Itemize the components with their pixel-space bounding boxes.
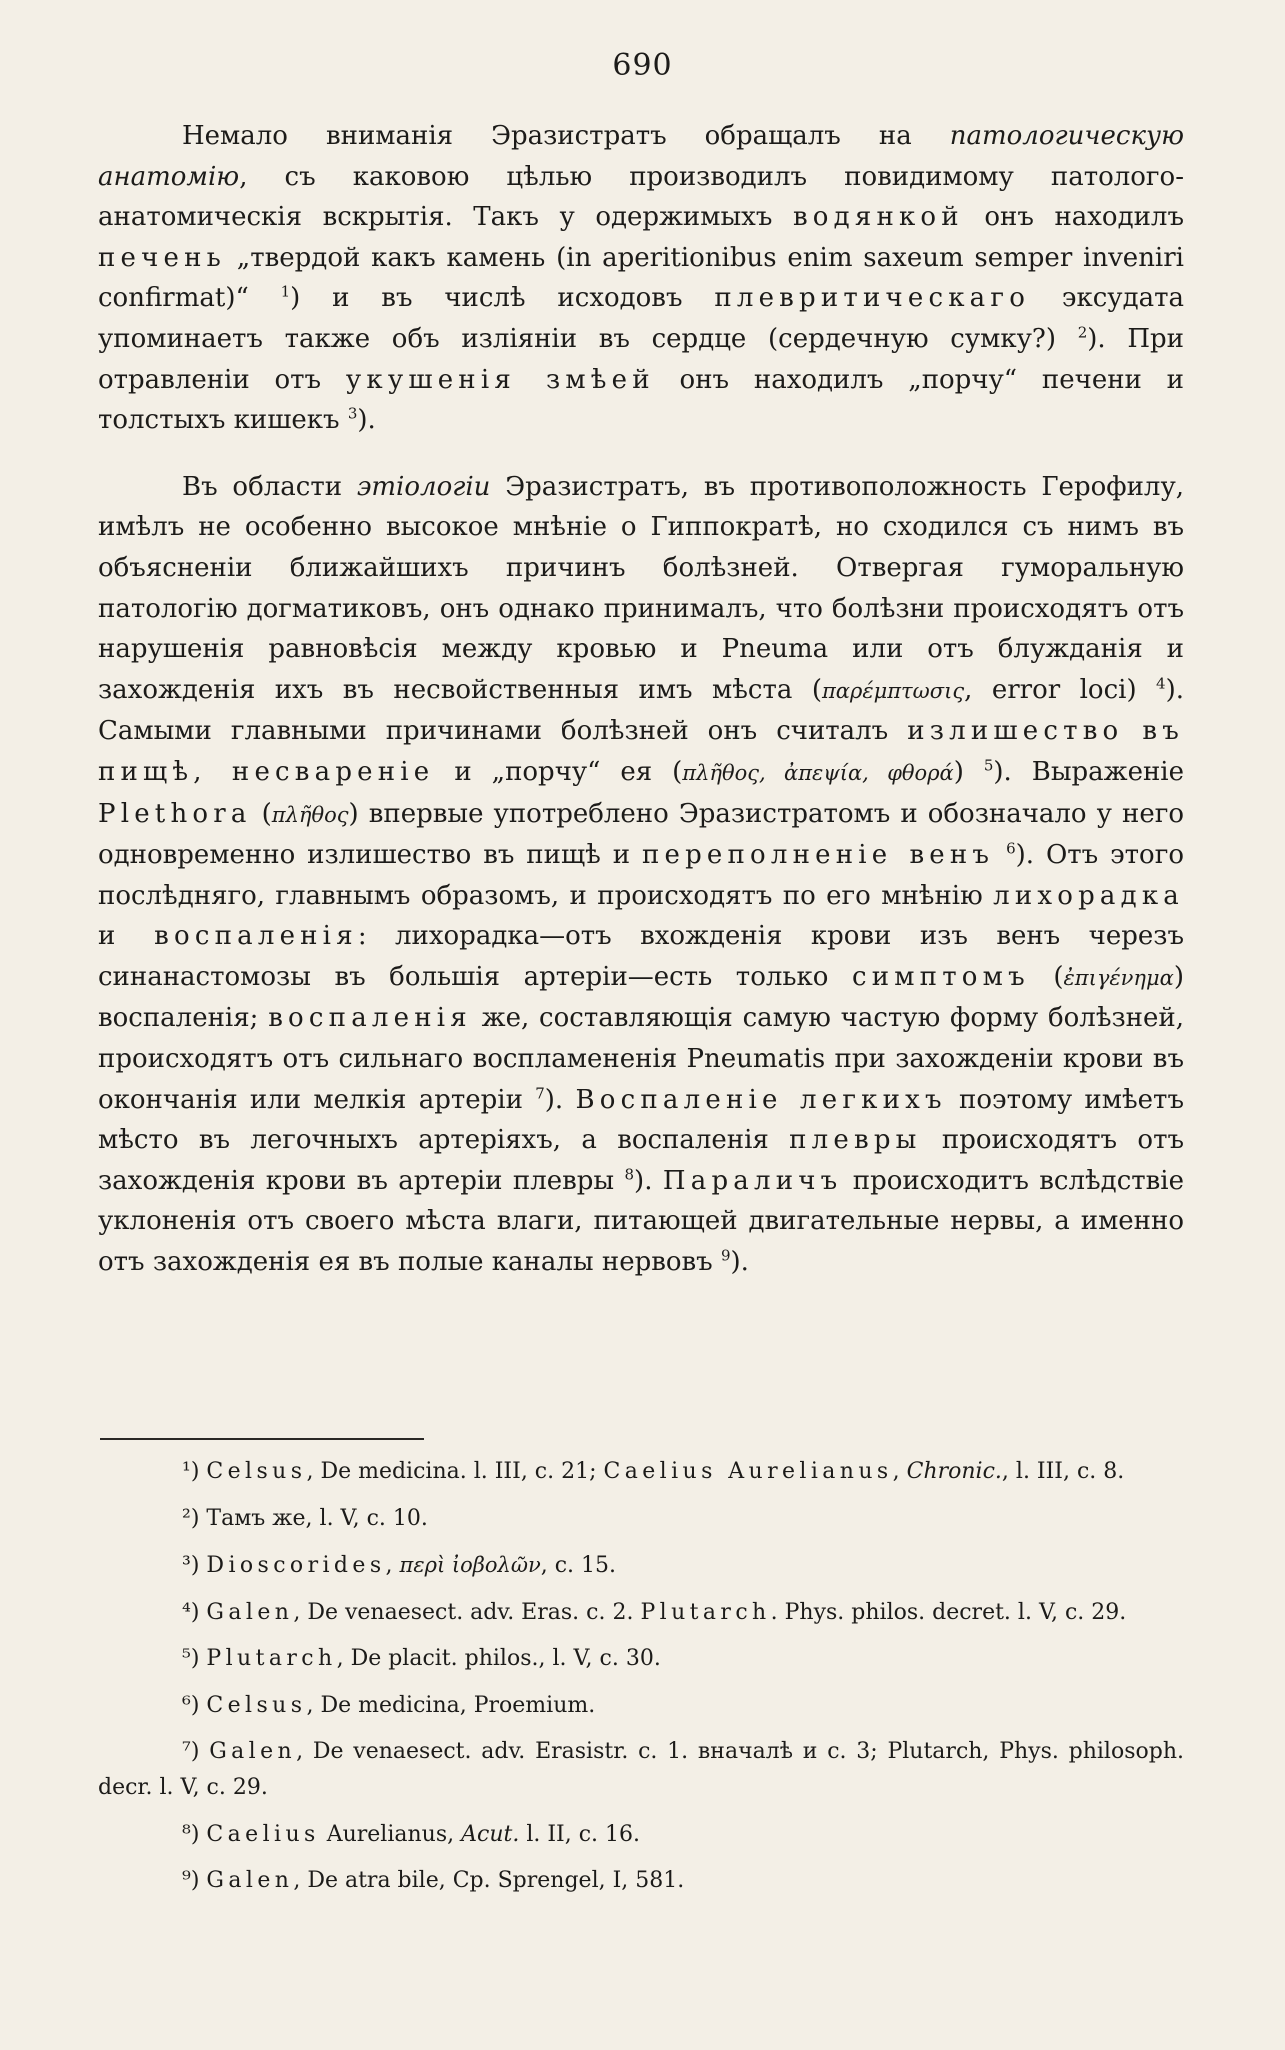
- text-run: , De venaesect. adv. Erasistr. c. 1. вначалѣ и c. 3; Plutarch, Phys. philosoph. decr. l. V, c. 29.: [98, 1739, 1184, 1800]
- text-run: , De venaesect. adv. Eras. c. 2.: [293, 1599, 641, 1625]
- footnote-marker: ³): [182, 1553, 200, 1578]
- author-name: Celsus: [206, 1692, 307, 1718]
- text-run: [1123, 716, 1142, 746]
- emphasis-spaced: водянкой: [792, 202, 964, 233]
- author-name: Caelius Aurelianus: [603, 1459, 893, 1484]
- footnote-9: [98, 1853, 1184, 1900]
- footnote-marker: ⁷): [182, 1739, 200, 1764]
- paragraph-etiology: [98, 467, 1184, 1283]
- text-run: [199, 1739, 209, 1764]
- greek-term: περὶ ἰοβολῶν: [399, 1553, 541, 1577]
- emphasis-spaced: Воспаленіе легкихъ: [575, 1084, 947, 1115]
- text-run: ): [953, 756, 984, 787]
- emphasis-spaced: плевры: [789, 1125, 922, 1156]
- footnote-marker: ⁶): [182, 1692, 200, 1718]
- footnote-marker: ⁹): [182, 1868, 200, 1893]
- footnote-8: [98, 1806, 1184, 1853]
- footnote-marker: ²): [182, 1505, 200, 1531]
- text-run: (: [1029, 961, 1064, 992]
- footnote-3: [98, 1537, 1184, 1585]
- text-run: ).: [634, 1165, 663, 1196]
- footnote-ref: 2: [1077, 323, 1088, 342]
- emphasis-spaced: печень: [98, 242, 226, 273]
- text-run: (: [251, 798, 272, 829]
- author-name: Caelius: [206, 1821, 320, 1847]
- greek-term: ἐπιγένημα: [1063, 965, 1174, 990]
- work-title: Chronic.: [906, 1459, 1002, 1484]
- emphasis-spaced: переполненіе венъ: [641, 840, 995, 871]
- text-run: ). Выраженіе: [993, 756, 1185, 787]
- footnote-ref: 8: [624, 1165, 635, 1184]
- text-run: ,: [385, 1553, 400, 1578]
- footnote-7: [98, 1724, 1184, 1807]
- text-run: и „порчу“ ея (: [434, 756, 683, 787]
- footnote-marker: ⁵): [182, 1646, 200, 1671]
- text-run: ,: [892, 1459, 907, 1484]
- paragraph-pathological-anatomy: [98, 116, 1184, 441]
- text-run: Немало вниманія Эразистратъ обращалъ на: [182, 121, 950, 151]
- text-run: : лихорадка—отъ вхожденія крови изъ венъ черезъ синанастомозы въ большія артеріи—есть только: [98, 921, 1184, 992]
- author-name: Plutarch: [640, 1599, 771, 1625]
- text-run: же, составляющія самую частую форму болѣзней, происходятъ отъ сильнаго воспламененія Pneumatis при захожденіи крови въ окончанія или мелкія артеріи: [98, 1003, 1184, 1115]
- text-run: Aurelianus,: [319, 1821, 462, 1847]
- emphasis-spaced: воспаленія: [268, 1003, 472, 1034]
- footnote-ref: 5: [983, 756, 994, 775]
- author-name: Celsus: [206, 1459, 307, 1484]
- text-run: , De atra bile, Cp. Sprengel, I, 581.: [293, 1868, 685, 1893]
- text-run: ) впервые употреблено Эразистратомъ и обозначало у него одновременно излишество въ пищѣ и: [98, 798, 1184, 871]
- footnote-ref: 9: [720, 1246, 731, 1265]
- text-run: ).: [730, 1247, 749, 1278]
- author-name: Galen: [206, 1868, 294, 1893]
- footnote-marker: ⁴): [182, 1599, 200, 1625]
- text-run: онъ находилъ „порчу“ печени и толстыхъ кишекъ: [98, 364, 1184, 436]
- emphasis-spaced: симптомъ: [851, 961, 1030, 992]
- footnote-5: [98, 1631, 1184, 1678]
- text-run: Тамъ же, l. V, c. 10.: [199, 1505, 428, 1531]
- text-run: ).: [544, 1084, 576, 1115]
- footnote-ref: 3: [347, 404, 358, 423]
- footnote-marker: ¹): [182, 1459, 200, 1484]
- text-run: онъ находилъ: [963, 202, 1184, 233]
- text-run: поэтому имѣетъ мѣсто въ легочныхъ артеріяхъ, а воспаленія: [98, 1084, 1184, 1156]
- emphasis-spaced: въ пищѣ, несвареніе: [98, 716, 1184, 787]
- footnote-ref: 6: [1006, 839, 1016, 858]
- text-run: ).: [357, 405, 376, 436]
- emphasis-italic: патологическую анатомію: [98, 121, 1184, 192]
- greek-term: πλῆθος, ἀπεψία, φθορά: [682, 760, 954, 785]
- author-name: Plutarch: [206, 1646, 337, 1671]
- text-run: „твердой какъ камень (in aperitionibus enim saxeum semper inveniri confirmat)“: [98, 242, 1184, 314]
- text-run: , c. 15.: [540, 1553, 616, 1578]
- text-run: , De medicina, Proemium.: [306, 1692, 596, 1718]
- page-number: 690: [612, 48, 673, 83]
- footnote-1: [98, 1438, 1184, 1490]
- emphasis-italic: этіологіи: [356, 471, 491, 502]
- paragraph-gap: [98, 441, 1184, 467]
- text-run: ). При отравленіи отъ: [98, 323, 1184, 395]
- footnote-2: [98, 1490, 1184, 1537]
- footnotes: [98, 1438, 1184, 1899]
- footnote-ref: 7: [535, 1084, 545, 1102]
- emphasis-spaced: Plethora: [98, 798, 252, 829]
- text-run: . Phys. philos. decret. l. V, c. 29.: [770, 1599, 1127, 1625]
- text-run: , съ каковою цѣлью производилъ повидимому патолого-анатомическія вскрытія. Такъ у одержимыхъ: [98, 161, 1184, 233]
- emphasis-spaced: лихорадка и воспаленія: [98, 880, 1184, 952]
- footnote-6: [98, 1677, 1184, 1724]
- author-name: Dioscorides: [206, 1553, 386, 1578]
- text-run: происходятъ отъ захожденія крови въ артеріи плевры: [98, 1125, 1184, 1196]
- footnote-marker: ⁸): [182, 1821, 200, 1847]
- text-run: ) и въ числѣ исходовъ: [290, 283, 715, 314]
- emphasis-spaced: Параличъ: [662, 1165, 843, 1196]
- greek-term: παρέμπτωσις: [821, 678, 965, 703]
- text-run: Въ области: [182, 471, 357, 502]
- text-run: l. II, c. 16.: [519, 1821, 641, 1847]
- text-run: происходитъ вслѣдствіе уклоненія отъ своего мѣста влаги, питающей двигательные нервы, а именно отъ захожденія ея въ полые каналы нервовъ: [98, 1165, 1184, 1278]
- emphasis-spaced: излишество: [907, 716, 1124, 747]
- text-run: , De placit. philos., l. V, c. 30.: [336, 1646, 661, 1671]
- footnote-4: [98, 1584, 1184, 1631]
- text-run: ) воспаленія;: [98, 961, 1184, 1034]
- work-title: Acut.: [461, 1821, 520, 1847]
- text-run: , l. III, c. 8.: [1001, 1459, 1125, 1484]
- text-run: эксудата упоминаетъ также объ изліяніи въ сердце (сердечную сумку?): [98, 283, 1184, 354]
- main-text: [98, 116, 1184, 1283]
- footnote-ref: 1: [280, 282, 291, 301]
- footnote-ref: 4: [1156, 674, 1166, 693]
- text-run: Эразистратъ, въ противоположность Герофилу, имѣлъ не особенно высокое мнѣніе о Гиппократѣ, но сходился съ нимъ въ объясненіи ближайшихъ причинъ болѣзней. Отвергая гуморальную патологію догматиковъ, онъ однако принималъ, что болѣзни происходятъ отъ нарушенія равновѣсія между кровью и Pneuma или отъ блужданія и захожденія ихъ въ несвойственныя имъ мѣста (: [98, 471, 1185, 705]
- text-run: , De medicina. l. III, c. 21;: [306, 1459, 604, 1484]
- greek-term: πλῆθος: [271, 802, 349, 827]
- emphasis-spaced: укушенія змѣей: [345, 364, 655, 395]
- text-run: [994, 840, 1006, 870]
- author-name: Galen: [209, 1739, 297, 1764]
- text-run: , error loci): [964, 674, 1157, 705]
- emphasis-spaced: плевритическаго: [714, 283, 1031, 314]
- text-run: ). Самыми главными причинами болѣзней онъ считалъ: [98, 674, 1185, 747]
- text-run: ). Отъ этого послѣдняго, главнымъ образомъ, и происходятъ по его мнѣнію: [98, 840, 1184, 911]
- author-name: Galen: [206, 1599, 294, 1625]
